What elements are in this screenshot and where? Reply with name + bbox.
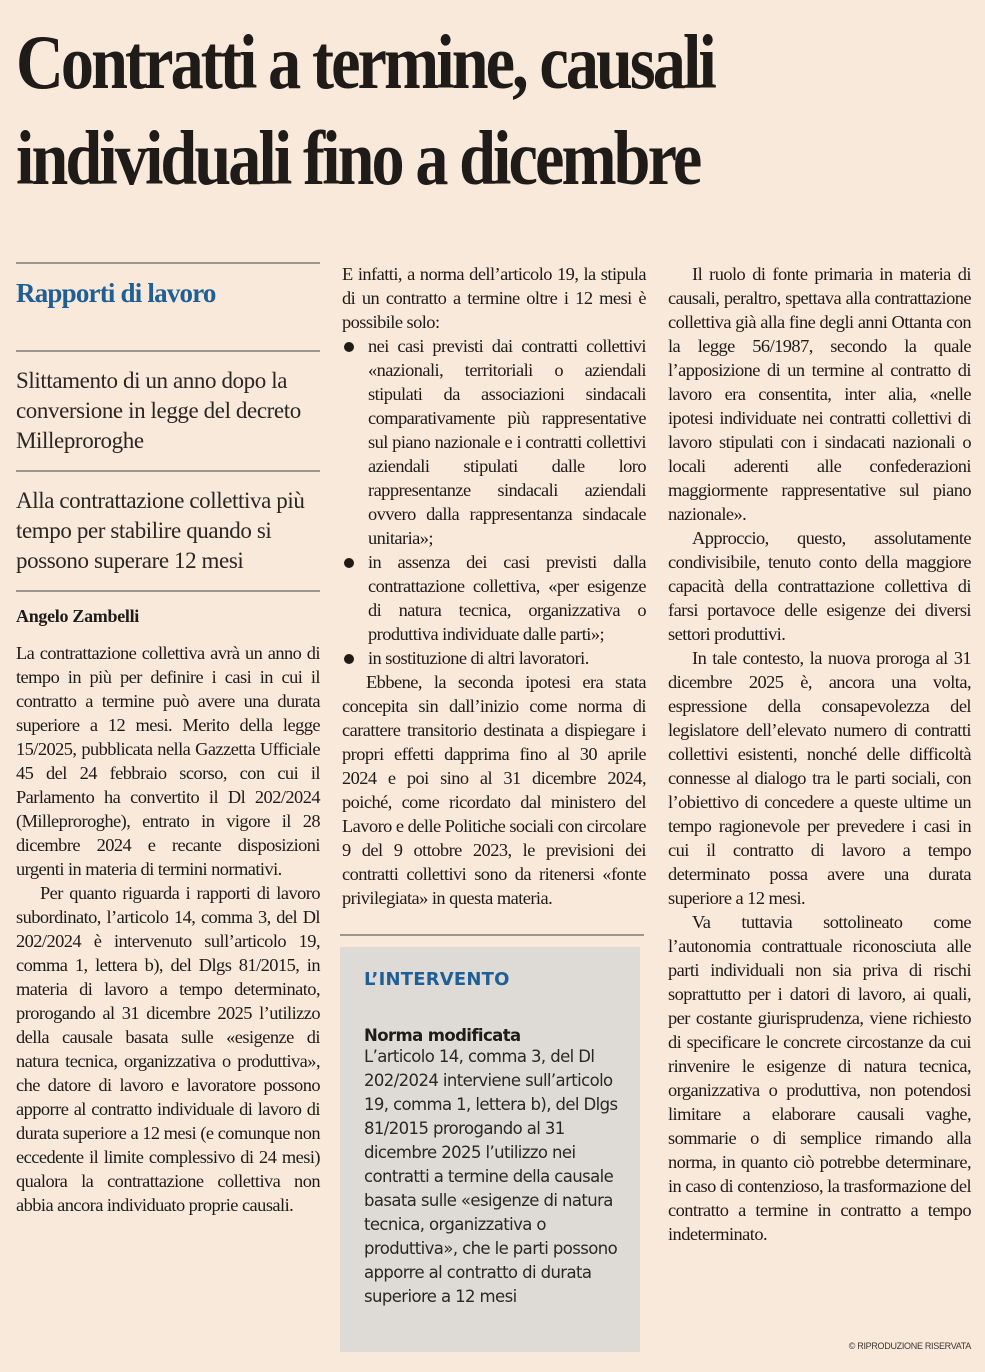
article-body-col2 <box>342 262 646 910</box>
sidebar-box <box>340 947 640 1352</box>
bullet-text: nei casi previsti dai contratti collettivi «nazionali, territoriali o aziendali stipulati da associazioni sindacali comparativamente più rappresentative sul piano nazionale e i contratti collettivi aziendali stipulati dalle loro rappresentanze sindacali aziendali ovvero dalla rappresentanza sindacale unitaria»; <box>368 336 646 548</box>
bullet-icon <box>344 654 354 664</box>
article-body-col3 <box>668 262 971 1246</box>
deck-1: Slittamento di un anno dopo la conversione in legge del decreto Milleproroghe <box>16 368 301 453</box>
headline-line-1: Contratti a termine, causali <box>16 19 714 105</box>
sidebar-title: L’INTERVENTO <box>364 969 510 990</box>
bullet-text: in assenza dei casi previsti dalla contrattazione collettiva, «per esigenze di natura tecnica, organizzativa o produttiva individuate dalle parti»; <box>368 552 646 644</box>
paragraph: La contrattazione collettiva avrà un anno di tempo in più per definire i casi in cui il contratto a termine può avere una durata superiore a 12 mesi. Merito della legge 15/2025, pubblicata nella Gazzetta Ufficiale 45 del 24 febbraio scorso, con cui il Parlamento ha convertito il Dl 202/2024 (Milleproroghe), entrato in vigore il 28 dicembre 2024 e recante disposizioni urgenti in materia di termini normativi. <box>16 643 320 879</box>
author-byline: Angelo Zambelli <box>16 606 140 626</box>
article-body-col1 <box>16 641 320 1217</box>
bullet-icon <box>344 342 354 352</box>
paragraph: Il ruolo di fonte primaria in materia di causali, peraltro, spettava alla contrattazione collettiva già alla fine degli anni Ottanta con la legge 56/1987, secondo la quale l’apposizione di un termine al contratto di lavoro era consentita, inter alia, «nelle ipotesi individuate nei contratti collettivi di lavoro stipulati con i sindacati nazionali o locali aderenti alle confederazioni maggiormente rappresentative sul piano nazionale». <box>668 264 971 524</box>
paragraph: Ebbene, la seconda ipotesi era stata concepita sin dall’inizio come norma di carattere transitorio destinata a dispiegare i propri effetti dapprima fino al 30 aprile 2024 e poi sino al 31 dicembre 2024, poiché, come ricordato dal ministero del Lavoro e delle Politiche sociali con circolare 9 del 9 ottobre 2023, le previsioni dei contratti collettivi sono da ritenersi «fonte privilegiata» in questa materia. <box>342 672 646 908</box>
column-1 <box>16 262 320 1217</box>
paragraph: Va tuttavia sottolineato come l’autonomia contrattuale riconosciuta alle parti individuali non sia priva di rischi soprattutto per i datori di lavoro, ai quali, per costante giurisprudenza, viene richiesto di specificare le concrete circostanze da cui rinvenire le esigenze di natura tecnica, organizzativa o produttiva, non potendosi limitare a elaborare causali vaghe, sommarie o di semplice rimando alla norma, in quanto ciò potrebbe determinare, in caso di contenzioso, la trasformazione del contratto a termine in contratto a tempo indeterminato. <box>668 912 971 1244</box>
divider <box>16 262 320 264</box>
paragraph: In tale contesto, la nuova proroga al 31 dicembre 2025 è, ancora una volta, espressione della consapevolezza del legislatore dell’elevato numero di contratti collettivi esistenti, nonché delle difficoltà connesse al dialogo tra le parti sociali, con l’obiettivo di concedere a queste ultime un tempo ragionevole per prevedere i casi in cui il contratto di lavoro a tempo determinato possa avere una durata superiore a 12 mesi. <box>668 648 971 908</box>
divider <box>16 470 320 472</box>
headline-line-2: individuali fino a dicembre <box>16 115 700 201</box>
paragraph: E infatti, a norma dell’articolo 19, la stipula di un contratto a termine oltre i 12 mesi è possibile solo: <box>342 264 646 332</box>
paragraph: Per quanto riguarda i rapporti di lavoro subordinato, l’articolo 14, comma 3, del Dl 202/2024 è intervenuto sull’articolo 19, comma 1, lettera b), del Dlgs 81/2015, in materia di lavoro a tempo determinato, prorogando al 31 dicembre 2025 l’utilizzo della causale basata sulle «esigenze di natura tecnica, organizzativa o produttiva», che datore di lavoro e lavoratore possono apporre al contratto individuale di lavoro di durata superiore a 12 mesi (e comunque non eccedente il limite complessivo di 24 mesi) qualora la contrattazione collettiva non abbia ancora individuato proprie causali. <box>16 883 320 1215</box>
copyright-notice: © RIPRODUZIONE RISERVATA <box>848 1341 971 1351</box>
column-3 <box>668 262 971 1246</box>
bullet-item <box>342 646 646 670</box>
paragraph: Approccio, questo, assolutamente condivisibile, tenuto conto della maggiore capacità della contrattazione collettiva di farsi portavoce delle esigenze dei diversi settori produttivi. <box>668 528 971 644</box>
bullet-icon <box>344 558 354 568</box>
deck-2: Alla contrattazione collettiva più tempo per stabilire quando si possono superare 12 mesi <box>16 488 305 573</box>
column-2 <box>342 262 646 910</box>
section-label: Rapporti di lavoro <box>16 278 216 308</box>
bullet-item <box>342 550 646 646</box>
headline <box>16 14 979 206</box>
bullet-item <box>342 334 646 550</box>
sidebar-text: L’articolo 14, comma 3, del Dl 202/2024 interviene sull’articolo 19, comma 1, lettera b), del Dlgs 81/2015 prorogando al 31 dicembre 2025 l’utilizzo nei contratti a termine della causale basata sulle «esigenze di natura tecnica, organizzativa o produttiva», che le parti possono apporre al contratto di durata superiore a 12 mesi <box>364 1047 618 1306</box>
sidebar-subtitle: Norma modificata <box>364 1026 521 1045</box>
divider <box>16 350 320 352</box>
divider <box>16 590 320 592</box>
divider <box>340 934 644 936</box>
bullet-text: in sostituzione di altri lavoratori. <box>368 648 589 668</box>
